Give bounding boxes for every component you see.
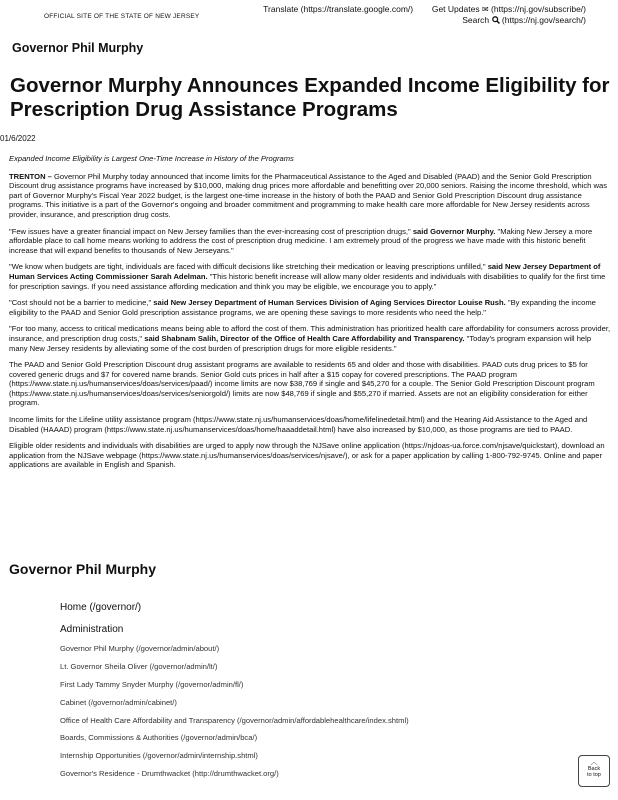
footer-link[interactable]: Governor Phil Murphy (/governor/admin/about/)	[60, 644, 220, 653]
search-icon	[492, 16, 500, 24]
footer-link[interactable]: Governor's Residence - Drumthwacket (http://drumthwacket.org/)	[60, 769, 279, 779]
back-to-top-label-2: to top	[587, 772, 601, 778]
quote-text: "We know when budgets are tight, individuals are faced with difficult decisions like stretching their medication or leaving prescriptions unfilled,"	[9, 262, 486, 272]
search-label: Search	[462, 15, 490, 25]
paragraph-5	[9, 324, 611, 353]
paragraph-4	[9, 298, 611, 317]
quote-text: "By expanding the income eligibility to the PAAD and Senior Gold prescription assistance programs, we are opening these savings to more residents who need the help."	[9, 298, 596, 317]
speaker-attribution: said Shabnam Salih, Director of the Office of Health Care Affordability and Transparency.	[142, 333, 465, 343]
quote-text: "This historic benefit increase will allow many older residents and individuals with disabilities to qualify for the first time for prescription savings. If you need assistance affording medication and think you may be eligible, we encourage you to apply."	[9, 271, 606, 291]
get-updates-url: (https://nj.gov/subscribe/)	[491, 4, 586, 14]
footer-link[interactable]: Internship Opportunities (/governor/admin/internship.shtml)	[60, 751, 258, 761]
footer-link[interactable]: Cabinet (/governor/admin/cabinet/)	[60, 697, 177, 707]
top-bar	[0, 0, 618, 30]
paragraph-7: Income limits for the Lifeline utility assistance program (https://www.state.nj.us/humanservices/doas/home/lifelinedetail.html) and the Hearing Aid Assistance to the Aged and Disabled (HAAAD) program (https://www.state.nj.us/humanservices/doas/home/haaaddetail.html) have also increased by $10,000, as those programs are tied to PAAD.	[9, 415, 588, 434]
footer-home-link[interactable]: Home (/governor/)	[60, 602, 142, 613]
speaker-attribution: said Governor Murphy.	[410, 226, 496, 236]
chevron-up-icon: ︿	[590, 759, 598, 766]
footer-link[interactable]: Office of Health Care Affordability and Transparency (/governor/admin/affordablehealthcare/index.shtml)	[60, 715, 409, 725]
footer-title: Governor Phil Murphy	[9, 561, 157, 577]
quote-text: "Cost should not be a barrier to medicine,"	[9, 298, 152, 308]
paragraph-1-text: Governor Phil Murphy today announced that income limits for the Pharmaceutical Assistance to the Aged and Disabled (PAAD) and the Senior Gold Prescription Discount drug assistance programs have increased by $10,000, making drug prices more affordable and benefitting over 20,000 seniors. Raising the income threshold, which was part of Governor Murphy's Fiscal Year 2022 budget, is the largest one-time increase in the history of both the PAAD and Senior Gold Prescription Discount drug assistance programs. This initiative is a part of the Governor's ongoing and broader commitment and programming to make health care more affordable for New Jersey residents across provider, insurance, and prescription drug costs.	[9, 171, 607, 219]
quote-text: "Making New Jersey a more affordable place to call home means working to address the cost of prescription drug medicine. I am extremely proud of the progress we have made with this historic benefit increase that will expand benefits to thousands of New Jerseyans."	[9, 226, 593, 255]
search-link[interactable]	[462, 15, 586, 25]
speaker-attribution: said New Jersey Department of Human Services Division of Aging Services Director Louise Rush.	[151, 298, 506, 308]
publish-date: 01/6/2022	[0, 134, 36, 143]
speaker-attribution: said New Jersey Department of Human Services Acting Commissioner Sarah Adelman.	[9, 262, 601, 281]
site-brand[interactable]: Governor Phil Murphy	[12, 41, 144, 55]
dateline: TRENTON –	[9, 171, 52, 181]
quote-text: "For too many, access to critical medications means being able to afford the cost of them. This administration has prioritized health care affordability for consumers across provider, insurance, and prescription drug costs,"	[9, 324, 611, 343]
footer-link[interactable]: Boards, Commissions & Authorities (/governor/admin/bca/)	[60, 733, 258, 743]
translate-link[interactable]: Translate (https://translate.google.com/)	[263, 4, 414, 14]
paragraph-6: The PAAD and Senior Gold Prescription Discount drug assistant programs are available to residents 65 and older and those with disabilities. PAAD cuts drug prices to $5 for covered generic drugs and $7 for covered name brands. Senior Gold cuts prices in half after a $15 copay for covered prescriptions. The PAAD program (https://www.state.nj.us/humanservices/doas/services/paad/) income limits are now $38,769 if single and $45,270 for a couple. The Senior Gold Prescription Discount program (https://www.state.nj.us/humanservices/doas/services/seniorgold/) limits are now $48,769 if single and $55,270 if married. Assets are not an eligibility consideration for either program.	[9, 360, 595, 408]
back-to-top-button[interactable]	[578, 755, 610, 787]
envelope-icon: ✉	[481, 5, 489, 14]
paragraph-3	[9, 262, 611, 291]
paragraph-2	[9, 227, 611, 256]
footer-admin-links	[60, 644, 409, 787]
get-updates-link[interactable]	[432, 4, 586, 14]
page-title: Governor Murphy Announces Expanded Income Eligibility for Prescription Drug Assistance Programs	[10, 74, 610, 121]
paragraph-8: Eligible older residents and individuals with disabilities are urged to apply now through the NJSave online application (https://njdoas-ua.force.com/njsave/quickstart), download an application from the NJSave webpage (https://www.state.nj.us/humanservices/doas/services/njsave/), or ask for a paper application by calling 1-800-792-9745. Online and paper applications are available in English and Spanish.	[9, 441, 605, 470]
footer-administration-heading: Administration	[60, 624, 124, 635]
article-subtitle: Expanded Income Eligibility is Largest One-Time Increase in History of the Programs	[9, 154, 294, 163]
quote-text: "Today's program expansion will help many New Jersey residents by alleviating some of the cost burden of prescription drugs for more eligible residents."	[9, 333, 592, 353]
footer-link[interactable]: First Lady Tammy Snyder Murphy (/governor/admin/fl/)	[60, 679, 244, 689]
paragraph-1	[9, 172, 611, 220]
search-url: (https://nj.gov/search/)	[501, 15, 586, 25]
footer-link[interactable]: Lt. Governor Sheila Oliver (/governor/admin/lt/)	[60, 661, 218, 671]
get-updates-label: Get Updates	[431, 4, 480, 14]
quote-text: "Few issues have a greater financial impact on New Jersey families than the ever-increasing cost of prescription drugs,"	[9, 226, 411, 236]
top-links	[263, 4, 586, 25]
back-to-top-label-1: Back	[587, 766, 601, 772]
official-site-label: OFFICIAL SITE OF THE STATE OF NEW JERSEY	[44, 13, 200, 20]
article-body	[9, 154, 611, 477]
